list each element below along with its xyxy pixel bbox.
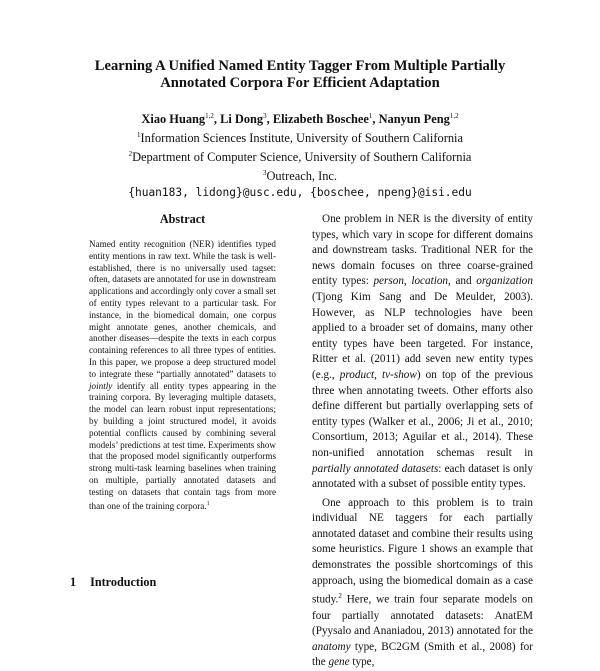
abstract-body	[89, 239, 276, 512]
body-text-segment: type, BC2GM (Smith et al., 2008) for the	[312, 640, 533, 669]
title-line-1: Learning A Unified Named Entity Tagger From Multiple Partially	[94, 58, 506, 74]
body-text-segment: One problem in NER is the diversity of entity types, which vary in scope for different domains and downstream tasks. Traditional NER for the news domain focuses on three coarse-grained entity types:	[312, 213, 533, 288]
body-emphasis: location	[411, 275, 449, 288]
section-title: Introduction	[90, 575, 157, 589]
body-text-segment: type,	[349, 656, 375, 669]
author-name: Xiao Huang	[141, 112, 206, 127]
affiliation-text: Department of Computer Science, University of Southern California	[132, 150, 472, 165]
section-heading-introduction	[70, 575, 156, 590]
body-emphasis: anatomy	[312, 640, 351, 653]
affiliation	[40, 127, 560, 146]
body-text-segment: One approach to this problem is to train individual NE taggers for each partially annotated dataset and combine their results using some heuristics. Figure 1 shows an example that demonstrates the possible shortcomings of this approach, using the biomedical domain as a case study.	[312, 496, 533, 606]
body-emphasis: partially annotated datasets	[312, 462, 439, 475]
body-emphasis: tv-show	[382, 368, 417, 381]
author-affiliation-mark: 1	[368, 112, 373, 120]
author-name: Li Dong	[220, 112, 264, 127]
left-column	[89, 212, 276, 512]
affiliation	[40, 146, 560, 165]
body-text-segment: ,	[403, 275, 412, 288]
author-block	[40, 108, 560, 201]
author-affiliation-mark: 1,2	[449, 112, 459, 120]
affiliation-text: Outreach, Inc.	[266, 169, 338, 184]
body-paragraph	[312, 496, 533, 671]
footnote-mark: 1	[206, 500, 210, 507]
affiliation	[40, 165, 560, 184]
author-list: Xiao Huang$^{1,2}$, Li Dong$^3$, Elizabeth Boschee$^1$, Nanyun Peng$^{1,2}$	[141, 112, 459, 127]
affiliation-mark: 3	[262, 169, 267, 178]
abstract-text-segment: identify all entity types appearing in the training corpora. By leveraging multiple datasets, the model can learn robust input representations; by building a joint structured model, it avoids potential conflicts caused by combining several models’ predictions at test time. Experiments show that the proposed model significantly outperforms strong multi-task learning baselines when training on multiple, partially annotated datasets and testing on datasets that contain tags from more than one of the training corpora.	[89, 380, 276, 511]
body-text-segment: : each dataset is only annotated with a subset of possible entity types.	[312, 462, 533, 491]
body-emphasis: person	[373, 275, 404, 288]
affiliation-mark: 2	[128, 150, 133, 159]
abstract-emphasis: jointly	[89, 380, 113, 391]
body-text-segment: Here, we train four separate models on four partially annotated datasets: AnatEM (Pyysalo and Ananiadou, 2013) annotated for the	[312, 593, 533, 638]
body-emphasis: product	[339, 368, 375, 381]
affiliation-text: Information Sciences Institute, University of Southern California	[140, 131, 463, 146]
section-number: 1	[70, 575, 77, 589]
author-affiliation-mark: 1,2	[205, 112, 214, 120]
right-column	[312, 212, 533, 671]
body-paragraph	[312, 212, 533, 493]
affiliation-mark: 1	[137, 131, 141, 140]
body-emphasis: gene	[328, 656, 350, 669]
body-text-segment: (Tjong Kim Sang and De Meulder, 2003). However, as NLP technologies have been applied to a broader set of domains, many other entity types have been targeted. For instance, Ritter et al. (2011) add seven new entity types (e.g.,	[312, 290, 533, 381]
body-emphasis: organization	[476, 275, 533, 288]
author-name: Nanyun Peng	[378, 112, 450, 127]
footnote-mark: 2	[338, 592, 342, 601]
author-emails: {huan183, lidong}@usc.edu, {boschee, npeng}@isi.edu	[128, 185, 472, 199]
abstract-text-segment: Named entity recognition (NER) identifies typed entity mentions in raw text. While the task is well-established, there is no universally used tagset: often, datasets are annotated for use in downstream applications and accordingly only cover a small set of entity types relevant to a particular task. For instance, in the biomedical domain, one corpus might annotate genes, another chemicals, and another diseases—despite the texts in each corpus containing references to all three types of entities. In this paper, we propose a deep structured model to integrate these “partially annotated” datasets to	[89, 239, 276, 379]
title-line-2: Annotated Corpora For Efficient Adaptation	[160, 75, 440, 91]
author-affiliation-mark: 3	[263, 112, 267, 120]
body-text-segment: , and	[448, 275, 477, 288]
abstract-heading: Abstract	[159, 212, 206, 226]
author-name: Elizabeth Boschee	[272, 112, 369, 127]
paper-title	[40, 58, 560, 92]
body-text-segment: ,	[374, 368, 383, 381]
body-text-segment: ) on top of the previous three when annotating tweets. Other efforts also define different but partially overlapping sets of entity types (Walker et al., 2006; Ji et al., 2010; Consortium, 2013; Aguilar et al., 2014). These non-unified annotation schemas result in	[312, 368, 533, 459]
